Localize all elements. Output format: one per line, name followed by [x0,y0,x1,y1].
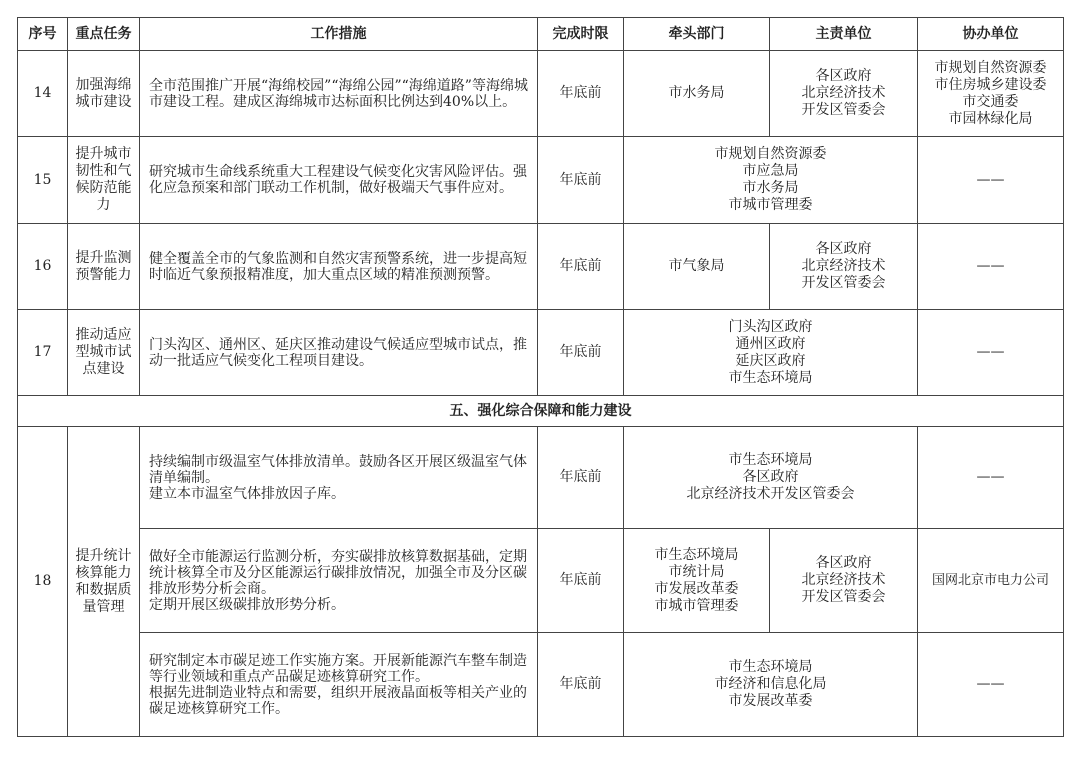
header-measure: 工作措施 [140,18,538,51]
row-measure: 健全覆盖全市的气象监测和自然灾害预警系统，进一步提高短时临近气象预报精准度，加大重点区域的精准预测预警。 [140,224,538,310]
row-deadline: 年底前 [538,137,624,224]
lead-item: 市城市管理委 [654,597,739,614]
table-row-16 [18,224,1064,310]
row-measure [140,529,538,633]
header-task: 重点任务 [68,18,140,51]
row-deadline: 年底前 [538,224,624,310]
lead-main-item: 市发展改革委 [728,693,813,709]
lead-main-item: 市城市管理委 [728,197,813,213]
row-measure: 门头沟区、通州区、延庆区推动建设气候适应型城市试点，推动一批适应气候变化工程项目建设。 [140,310,538,396]
lead-item: 市水务局 [668,85,725,101]
measure-line: 持续编制市级温室气体排放清单。鼓励各区开展区级温室气体清单编制。 [149,453,527,486]
lead-main-item: 北京经济技术开发区管委会 [686,486,855,502]
row-measure: 全市范围推广开展“海绵校园”“海绵公园”“海绵道路”等海绵城市建设工程。建成区海绵城市达标面积比例达到40%以上。 [140,51,538,137]
table-row-18-a [18,427,1064,529]
row-no: 16 [18,224,68,310]
row-task: 提升统计核算能力和数据质量管理 [68,427,140,737]
row-task: 提升监测预警能力 [68,224,140,310]
lead-main-item: 门头沟区政府 [728,318,813,335]
lead-main-item: 延庆区政府 [735,352,806,369]
row-lead-main [624,137,918,224]
row-measure [140,633,538,737]
measure-line: 定期开展区级碳排放形势分析。 [149,596,345,613]
row-measure: 研究城市生命线系统重大工程建设气候变化灾害风险评估。强化应急预案和部门联动工作机制，做好极端天气事件应对。 [140,137,538,224]
assist-item: 市规划自然资源委 [934,59,1047,76]
header-assist: 协办单位 [918,18,1064,51]
header-main: 主责单位 [770,18,918,51]
lead-main-item: 通州区政府 [735,335,806,352]
task-table [17,17,1064,737]
row-task: 加强海绵城市建设 [68,51,140,137]
row-assist: —— [918,310,1064,396]
row-lead-main [624,633,918,737]
main-item: 北京经济技术 [801,572,886,588]
lead-main-item: 市水务局 [742,180,799,196]
row-no: 14 [18,51,68,137]
lead-item: 市生态环境局 [654,546,739,563]
lead-main-item: 市经济和信息化局 [714,676,827,692]
row-assist: 国网北京市电力公司 [918,529,1064,633]
main-item: 开发区管委会 [801,102,886,118]
table-row-17 [18,310,1064,396]
assist-item: 市住房城乡建设委 [934,76,1047,93]
row-deadline: 年底前 [538,310,624,396]
lead-item: 市统计局 [668,563,725,580]
row-assist: —— [918,137,1064,224]
main-item: 开发区管委会 [801,275,886,291]
row-deadline: 年底前 [538,427,624,529]
row-no: 15 [18,137,68,224]
lead-main-item: 各区政府 [742,469,799,485]
main-item: 北京经济技术 [801,85,886,101]
measure-line: 建立本市温室气体排放因子库。 [149,485,345,502]
lead-item: 市气象局 [668,258,725,274]
row-measure [140,427,538,529]
assist-item: 市园林绿化局 [948,110,1033,127]
row-main [770,224,918,310]
measure-line: 研究制定本市碳足迹工作实施方案。开展新能源汽车整车制造等行业领域和重点产品碳足迹核算研究工作。 [149,652,527,685]
row-lead [624,224,770,310]
table-row-18-b [18,529,1064,633]
row-lead [624,51,770,137]
row-task: 推动适应型城市试点建设 [68,310,140,396]
row-main [770,529,918,633]
row-no: 18 [18,427,68,737]
table-row-14 [18,51,1064,137]
row-task: 提升城市韧性和气候防范能力 [68,137,140,224]
assist-item: 市交通委 [962,93,1019,110]
main-item: 北京经济技术 [801,258,886,274]
row-no: 17 [18,310,68,396]
row-assist: —— [918,427,1064,529]
lead-item: 市发展改革委 [654,580,739,597]
main-item: 各区政府 [815,241,872,257]
table-row-18-c [18,633,1064,737]
header-lead: 牵头部门 [624,18,770,51]
main-item: 开发区管委会 [801,589,886,605]
row-lead-main [624,310,918,396]
table-row-15 [18,137,1064,224]
lead-main-item: 市生态环境局 [728,659,813,675]
header-deadline: 完成时限 [538,18,624,51]
header-no: 序号 [18,18,68,51]
section-title: 五、强化综合保障和能力建设 [18,396,1064,427]
row-deadline: 年底前 [538,51,624,137]
row-deadline: 年底前 [538,529,624,633]
measure-line: 做好全市能源运行监测分析，夯实碳排放核算数据基础，定期统计核算全市及分区能源运行碳排放情况，加强全市及分区碳排放形势分析会商。 [149,548,527,597]
lead-main-item: 市生态环境局 [728,369,813,386]
measure-line: 根据先进制造业特点和需要，组织开展液晶面板等相关产业的碳足迹核算研究工作。 [149,684,527,717]
row-assist: —— [918,633,1064,737]
row-main [770,51,918,137]
lead-main-item: 市生态环境局 [728,452,813,468]
lead-main-item: 市应急局 [742,163,799,179]
main-item: 各区政府 [815,68,872,84]
section-row [18,396,1064,427]
row-assist: —— [918,224,1064,310]
row-lead [624,529,770,633]
row-assist [918,51,1064,137]
main-item: 各区政府 [815,555,872,571]
row-lead-main [624,427,918,529]
row-deadline: 年底前 [538,633,624,737]
header-row [18,18,1064,51]
lead-main-item: 市规划自然资源委 [714,146,827,162]
